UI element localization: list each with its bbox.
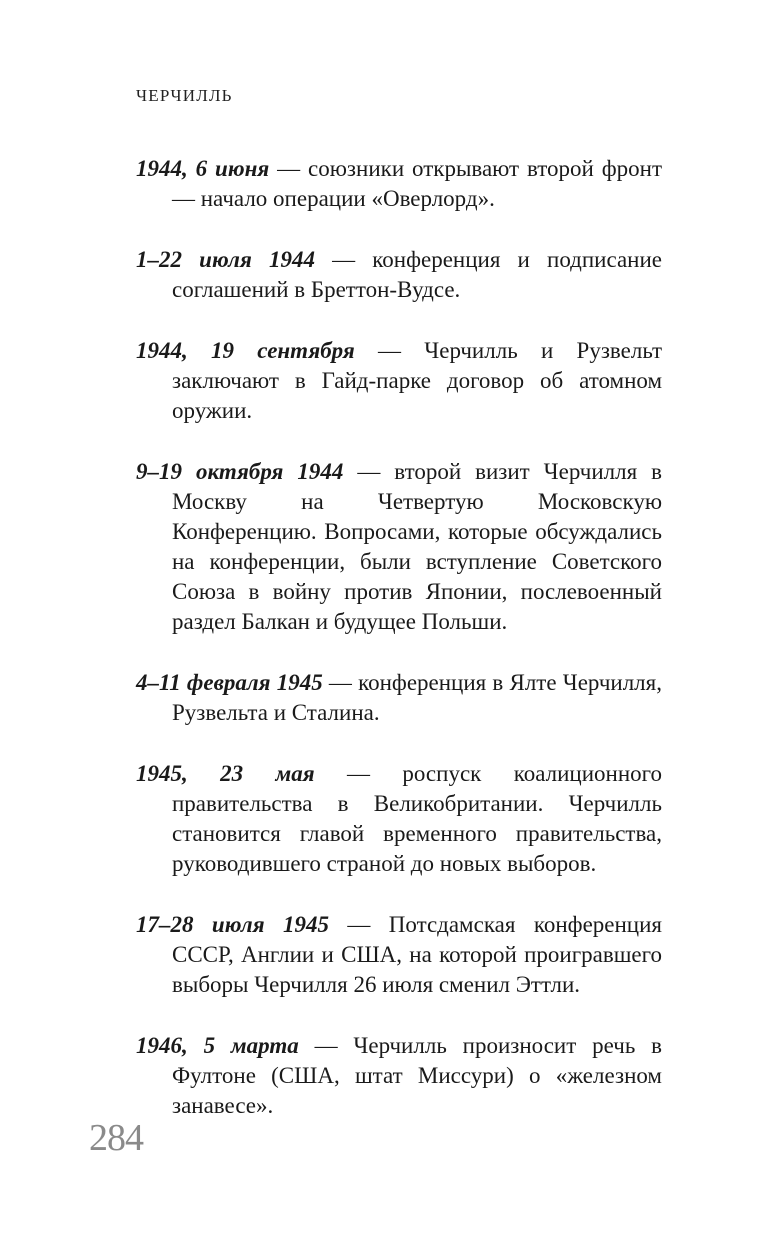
chronology-entry [136, 245, 662, 305]
entry-text: — союзники открывают второй фронт — начало операции «Оверлорд». [172, 156, 662, 211]
chronology-entry [136, 1031, 662, 1121]
entry-text: — роспуск коалиционного правительства в Великобритании. Черчилль становится главой временного правительства, руководившего страной до новых выборов. [172, 761, 662, 876]
chronology-entry [136, 910, 662, 1000]
chronology-entry [136, 457, 662, 637]
entry-date: 1944, 6 июня [136, 156, 270, 181]
running-header: ЧЕРЧИЛЛЬ [136, 86, 233, 105]
entry-text: — конференция в Ялте Черчилля, Рузвельта и Сталина. [172, 670, 662, 725]
page-number: 284 [89, 1117, 143, 1159]
entry-text: — второй визит Черчилля в Москву на Четвертую Московскую Конференцию. Вопросами, которые обсуждались на конференции, были вступление Советского Союза в войну против Японии, послевоенный раздел Балкан и будущее Польши. [172, 459, 662, 634]
entry-date: 1–22 июля 1944 [136, 247, 315, 272]
entry-text: — Черчилль и Рузвельт заключают в Гайд-парке договор об атомном оружии. [172, 338, 662, 423]
entry-date: 1944, 19 сентября [136, 338, 355, 363]
chronology-list [136, 154, 662, 1152]
chronology-entry [136, 336, 662, 426]
chronology-entry [136, 154, 662, 214]
entry-date: 1945, 23 мая [136, 761, 315, 786]
entry-date: 1946, 5 марта [136, 1033, 299, 1058]
chronology-entry [136, 668, 662, 728]
entry-date: 4–11 февраля 1945 [136, 670, 323, 695]
entry-text: — конференция и подписание соглашений в Бреттон-Вудсе. [172, 247, 662, 302]
entry-date: 9–19 октября 1944 [136, 459, 344, 484]
entry-text: — Черчилль произносит речь в Фултоне (США, штат Миссури) о «железном занавесе». [172, 1033, 662, 1118]
entry-date: 17–28 июля 1945 [136, 912, 329, 937]
chronology-entry [136, 759, 662, 879]
entry-text: — Потсдамская конференция СССР, Англии и США, на которой проигравшего выборы Черчилля 26 июля сменил Эттли. [172, 912, 662, 997]
